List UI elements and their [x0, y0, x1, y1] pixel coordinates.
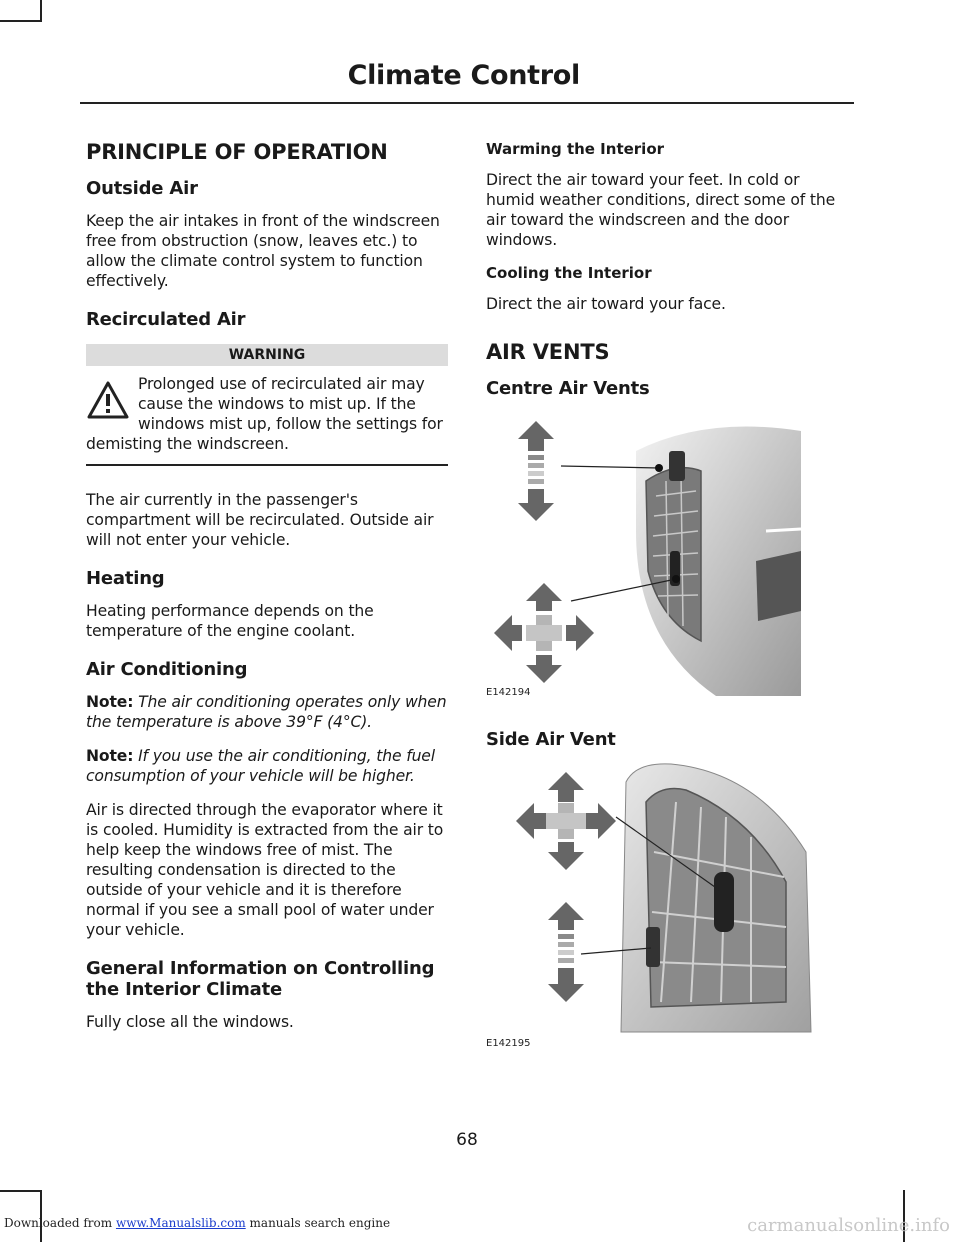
warning-label: WARNING	[86, 344, 448, 366]
heading-heating: Heating	[86, 567, 165, 589]
heading-recirculated-air: Recirculated Air	[86, 309, 246, 330]
download-suffix: manuals search engine	[249, 1216, 391, 1230]
crop-mark	[40, 0, 42, 22]
warning-triangle-icon	[86, 380, 130, 420]
page-title: Climate Control	[347, 60, 580, 91]
heading-air-vents: AIR VENTS	[486, 340, 610, 364]
manualslib-link[interactable]: www.Manualslib.com	[115, 1216, 246, 1230]
download-line	[4, 1216, 390, 1230]
left-column	[86, 140, 448, 1046]
page-number: 68	[456, 1130, 478, 1150]
note-label: Note:	[86, 692, 134, 711]
heading-warming: Warming the Interior	[486, 140, 665, 158]
paragraph-general-information: Fully close all the windows.	[86, 1012, 294, 1031]
watermark: carmanualsonline.info	[747, 1215, 950, 1236]
paragraph-recirculated-air: The air currently in the passenger's compartment will be recirculated. Outside air will not enter your vehicle.	[86, 490, 434, 549]
paragraph-outside-air: Keep the air intakes in front of the windscreen free from obstruction (snow, leaves etc.) to allow the climate control system to function effectively.	[86, 212, 440, 290]
side-air-vent-figure	[486, 762, 848, 1062]
heading-cooling: Cooling the Interior	[486, 264, 652, 282]
paragraph-warming: Direct the air toward your feet. In cold or humid weather conditions, direct some of the air toward the windscreen and the door windows.	[486, 171, 836, 249]
header-rule	[80, 102, 854, 104]
side-air-vent-illustration	[486, 762, 848, 1052]
heading-air-conditioning: Air Conditioning	[86, 658, 248, 680]
crop-mark	[0, 1190, 42, 1192]
paragraph-heating: Heating performance depends on the temperature of the engine coolant.	[86, 601, 374, 640]
download-prefix: Downloaded from	[4, 1216, 113, 1230]
warning-box	[86, 374, 448, 454]
note-text: If you use the air conditioning, the fuel consumption of your vehicle will be higher.	[86, 746, 435, 785]
paragraph-air-conditioning: Air is directed through the evaporator where it is cooled. Humidity is extracted from the air to help keep the windows free of mist. The resulting condensation is directed to the outside of your vehicle and it is therefore normal if you see a small pool of water under your vehicle.	[86, 800, 444, 939]
warning-rule	[86, 464, 448, 466]
paragraph-cooling: Direct the air toward your face.	[486, 295, 726, 313]
figure-code: E142195	[486, 1038, 531, 1049]
heading-outside-air: Outside Air	[86, 178, 198, 199]
note-2	[86, 746, 448, 786]
heading-centre-air-vents: Centre Air Vents	[486, 378, 650, 399]
centre-air-vents-illustration	[486, 411, 848, 701]
crop-mark	[0, 20, 42, 22]
warning-text: Prolonged use of recirculated air may cause the windows to mist up. If the windows mist up, follow the settings for demisting the windscreen.	[86, 375, 443, 453]
figure-code: E142194	[486, 687, 531, 698]
heading-general-information: General Information on Controlling the Interior Climate	[86, 957, 435, 1000]
note-1	[86, 692, 448, 732]
heading-principle: PRINCIPLE OF OPERATION	[86, 140, 388, 164]
centre-air-vents-figure	[486, 411, 848, 711]
heading-side-air-vent: Side Air Vent	[486, 729, 616, 750]
note-label: Note:	[86, 746, 134, 765]
right-column	[486, 140, 848, 1062]
note-text: The air conditioning operates only when the temperature is above 39°F (4°C).	[86, 692, 447, 731]
